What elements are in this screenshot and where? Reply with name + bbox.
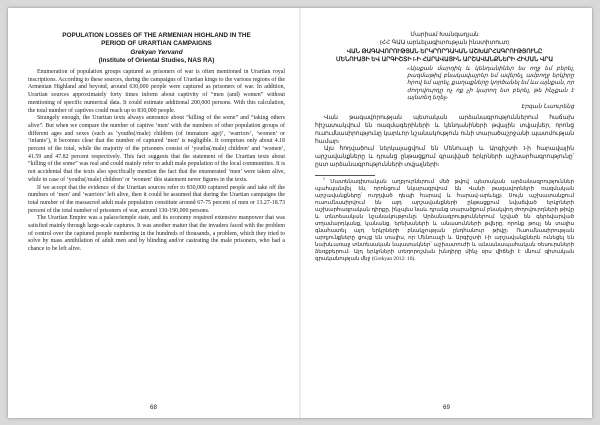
footnote-text: Մատենագիտական աղբյուրներում մեծ թվով պետական արձանագրություններ պահպանվել են, որոնցում նկարագրվում են Վանի թագավորների ռազմական արշավանքները՝ ուղղված դեպի հարավ և հարավ-արևելք։ Սույն աշխատանքում ուսումնասիրվում են այդ արշավանքների ընթացքում նվաճված երկրների աշխարհագրական դիրքը, ինչպես նաև դրանց տարածքում բնակվող ժողովուրդների թիվը և տնտեսական նշանակությունը։ Արձանագրություններում նշված են գերեվարված տղամարդկանց, կանանց, երեխաների և անասունների թվերը, որոնք թույլ են տալիս գնահատել այդ երկրների բնակչության ընդհանուր թիվը։ Ուսումնասիրության արդյունքները ցույց են տալիս, որ Մենուայի և Արգիշտի I-ի արշավանքներն ունեցել են նախևառաջ տնտեսական նպատակներ՝ աշխատուժի և անասնապահական ռեսուրսների ձեռքբերում։ Այդ երկրների տեղորոշման խնդիրը մինչ օրս վիճելի է մնում գիտական գրականության մեջ (Grekyan 2012: 10).: [315, 179, 574, 262]
paragraph-3: If we accept that the evidence of the Urartian sources refer to 830,000 captured people and take off the numbers of ‘men’ and ‘warriors’ left alive, then it could be assumed that during the Urartian campaigns the total number of the massacred adult male population constitute around 67-75 percent of men or 13.27-18.73 percent of the total number of prisoners of war, around 130-190,000 persons.: [28, 184, 285, 214]
article-title: [28, 32, 285, 48]
title-line-2: PERIOD OF URARTIAN CAMPAIGNS: [101, 40, 212, 47]
article-title-armenian: [315, 49, 574, 64]
armenian-title-line-1: ՎԱՆ ԹԱԳԱՎՈՐՈՒԹՅԱՆ ԵՐԿՐՈՐԴԱԿԱՆ ԱՇԽԱՐՀԱԳՐՈՒԹՅՈՒՆԸ: [346, 49, 543, 55]
paragraph-1: Enumeration of population groups captured as prisoners of war is often mentioned in Urartian royal inscriptions. According to these sources, during the campaigns of Urartian kings to the various regions of the Armenian Highland and beyond, around 630,000 people were captured as prisoners of war. In addition, Urartian sources approximately forty times inform about captivity of “men (and) women” without mentioning of specific numerical data. It could estimate additional 200,000 persons. With this calculation, the total number of captives could reach up to 830,000 people.: [28, 69, 285, 114]
author-affiliation: (Institute of Oriental Studies, NAS RA): [98, 57, 215, 64]
paragraph-4: The Urartian Empire was a palace/temple state, and its economy required extensive manpower that was satisfied mainly through large-scale captures. It was another matter that the invaders faced with the problem of control over the captured people numbering in the hundreds of thousands, a problem, which they tried to solve by mass annihilation of adult men and by blinding and/or castrating the male prisoners, who had a chance to be left alive.: [28, 215, 285, 253]
article-header: [28, 32, 285, 65]
author-name-armenian: Մարիամ Խանզադյան: [410, 32, 479, 38]
title-line-1: POPULATION LOSSES OF THE ARMENIAN HIGHLAND IN THE: [62, 32, 251, 39]
author-affiliation-armenian: (ՀՀ ԳԱԱ արևելագիտության ինստիտուտ): [379, 39, 510, 46]
left-page: [8, 8, 299, 418]
epigraph-author: Էրգան Նաուրենց: [521, 104, 574, 111]
page-number-right: 69: [443, 404, 450, 411]
right-page: [301, 8, 592, 418]
armenian-paragraph-2: Այս հոդվածում ներկայացվում են Մենուայի և Արգիշտի I-ի հարավային արշավանքները և դրանց ընթացքում գրավված երկրների աշխարհագրությունը՝ ըստ արձանագրությունների տվյալների։: [315, 146, 574, 168]
armenian-title-line-2: ՄԵՆՈՒԱՅԻ ԵՎ ԱՐԳԻՇՏԻ I-Ի ՀԱՐԱՎԱՅԻՆ ԱՐՇԱՎԱՆՔՆԵՐԻ ՀԻՄԱՆ ՎՐԱ: [335, 56, 554, 63]
page-number-left: 68: [150, 404, 157, 411]
footnote-marker: 1: [323, 176, 325, 182]
book-spread: [8, 8, 592, 418]
armenian-paragraph-1: Վան թագավորության պետական արձանագրություններում հաճախ հիշատակվում են ռազմագերիների և կենդանիների թվային տվյալներ, որոնց ուսումնասիրությունը կարևոր նշանակություն ունի տարածաշրջանի պատմության համար։: [315, 115, 574, 145]
paragraph-2: Strangely enough, the Urartian texts always announce about “killing of the some” and “taking others alive”. But when we compare the number of captive ‘men’ with the numbers of other population groups of different ages and sexes (such as ‘youths(/male) children (of immature age)’, ‘warriors’, ‘women’ or ‘infants’), it becomes clear that the number of captured ‘men’ is negligible. It comprises only about 4.18 percent of the total, while the majority of the prisoners consist of ‘youths(/male) children’ and ‘women’, 41.59 and 47.82 percent respectively. This fact suggests that the statement of the Urartian texts about “killing of the some” was real and could mainly refer to adult male population of the local communities. It is not accidental that the texts also specifically mention the fact that the enumerated ‘men’ were taken alive, while in case of ‘youths(/male) children’ or ‘women’ this statement never figures in the texts.: [28, 115, 285, 183]
epigraph: «Այսքան մարդիկ և կենդանիներ ես ողջ եմ բերել, բազմաթիվ բնակավայրեր եմ ավերել, ամբողջ երկիրը հրով եմ այրել, քաղաքները կործանել եմ ևս այնքան, որ ժողովուրդը ոչ ոք չի կարող ետ բերել, թե ինչքան է այնտեղ եղել»: [407, 66, 574, 101]
footnote: [315, 176, 574, 262]
author-name: Grekyan Yervand: [130, 49, 183, 56]
